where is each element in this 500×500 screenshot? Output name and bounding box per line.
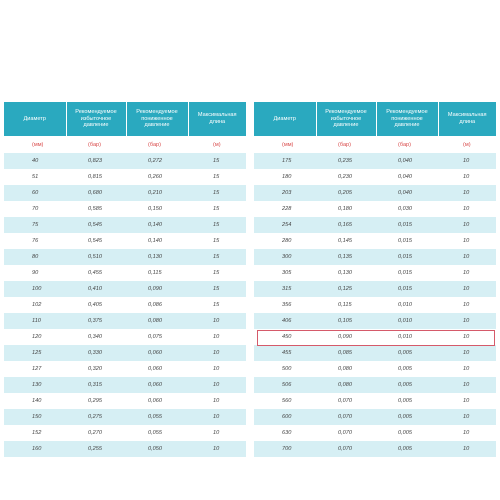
cell-underpressure: 0,075 [126,329,188,345]
cell-overpressure: 0,295 [66,393,126,409]
cell-max-length: 10 [438,281,496,297]
cell-underpressure: 0,060 [126,345,188,361]
cell-overpressure: 0,080 [316,361,376,377]
unit-overpressure: (бар) [66,136,126,153]
cell-underpressure: 0,115 [126,265,188,281]
pressure-table-left [4,102,246,457]
table-row [254,441,496,457]
table-row [4,265,246,281]
cell-max-length: 10 [438,425,496,441]
cell-overpressure: 0,680 [66,185,126,201]
table-row [4,249,246,265]
cell-overpressure: 0,070 [316,425,376,441]
cell-diameter: 254 [254,217,316,233]
header-overpressure: Рекомендуемое избыточное давление [66,102,126,136]
cell-underpressure: 0,005 [376,441,438,457]
cell-max-length: 10 [438,201,496,217]
unit-overpressure: (бар) [316,136,376,153]
cell-underpressure: 0,005 [376,345,438,361]
table-row [254,233,496,249]
cell-diameter: 315 [254,281,316,297]
cell-underpressure: 0,260 [126,169,188,185]
cell-overpressure: 0,315 [66,377,126,393]
cell-diameter: 630 [254,425,316,441]
unit-length: (м) [438,136,496,153]
cell-overpressure: 0,815 [66,169,126,185]
header-overpressure: Рекомендуемое избыточное давление [316,102,376,136]
cell-underpressure: 0,140 [126,217,188,233]
cell-overpressure: 0,405 [66,297,126,313]
cell-max-length: 10 [188,313,246,329]
table-row [4,393,246,409]
cell-overpressure: 0,823 [66,153,126,169]
unit-diameter: (мм) [4,136,66,153]
cell-overpressure: 0,080 [316,377,376,393]
cell-max-length: 15 [188,297,246,313]
cell-max-length: 15 [188,201,246,217]
unit-length: (м) [188,136,246,153]
cell-diameter: 228 [254,201,316,217]
table-row [4,441,246,457]
table-header-row [4,102,246,136]
cell-diameter: 356 [254,297,316,313]
cell-max-length: 10 [438,329,496,345]
cell-max-length: 10 [438,249,496,265]
cell-max-length: 15 [188,249,246,265]
cell-overpressure: 0,235 [316,153,376,169]
cell-underpressure: 0,005 [376,425,438,441]
table-row [4,217,246,233]
cell-underpressure: 0,050 [126,441,188,457]
cell-diameter: 80 [4,249,66,265]
cell-overpressure: 0,085 [316,345,376,361]
table-row [4,233,246,249]
cell-diameter: 150 [4,409,66,425]
cell-diameter: 140 [4,393,66,409]
cell-diameter: 300 [254,249,316,265]
table-row [254,409,496,425]
cell-overpressure: 0,180 [316,201,376,217]
cell-overpressure: 0,105 [316,313,376,329]
cell-overpressure: 0,135 [316,249,376,265]
pressure-table-right [254,102,496,457]
cell-underpressure: 0,140 [126,233,188,249]
cell-overpressure: 0,205 [316,185,376,201]
unit-underpressure: (бар) [376,136,438,153]
cell-max-length: 15 [188,281,246,297]
table-row [254,425,496,441]
cell-underpressure: 0,040 [376,185,438,201]
table-row [4,361,246,377]
cell-max-length: 10 [438,233,496,249]
cell-underpressure: 0,090 [126,281,188,297]
cell-max-length: 10 [188,361,246,377]
cell-diameter: 70 [4,201,66,217]
cell-max-length: 10 [188,441,246,457]
cell-max-length: 15 [188,265,246,281]
cell-overpressure: 0,090 [316,329,376,345]
table-row [4,201,246,217]
cell-max-length: 10 [438,441,496,457]
table-row [4,345,246,361]
units-row [254,136,496,153]
cell-max-length: 15 [188,217,246,233]
cell-diameter: 450 [254,329,316,345]
cell-underpressure: 0,210 [126,185,188,201]
header-underpressure: Рекомендуемое пониженное давление [126,102,188,136]
cell-overpressure: 0,165 [316,217,376,233]
table-row [254,393,496,409]
cell-diameter: 75 [4,217,66,233]
cell-diameter: 175 [254,153,316,169]
table-row [254,281,496,297]
cell-underpressure: 0,040 [376,153,438,169]
cell-overpressure: 0,510 [66,249,126,265]
table-row [254,313,496,329]
cell-diameter: 130 [4,377,66,393]
cell-diameter: 76 [4,233,66,249]
cell-diameter: 406 [254,313,316,329]
cell-max-length: 15 [188,153,246,169]
table-row [254,169,496,185]
cell-max-length: 10 [188,393,246,409]
cell-overpressure: 0,070 [316,393,376,409]
cell-max-length: 10 [188,329,246,345]
cell-max-length: 10 [188,345,246,361]
cell-underpressure: 0,010 [376,313,438,329]
cell-diameter: 203 [254,185,316,201]
cell-overpressure: 0,255 [66,441,126,457]
cell-underpressure: 0,015 [376,281,438,297]
cell-max-length: 10 [438,169,496,185]
cell-overpressure: 0,545 [66,217,126,233]
cell-max-length: 10 [438,153,496,169]
cell-underpressure: 0,080 [126,313,188,329]
cell-diameter: 125 [4,345,66,361]
cell-underpressure: 0,060 [126,393,188,409]
cell-diameter: 500 [254,361,316,377]
cell-max-length: 10 [438,393,496,409]
cell-max-length: 10 [188,425,246,441]
table-row [4,377,246,393]
cell-overpressure: 0,130 [316,265,376,281]
header-max-length: Максимальная длина [438,102,496,136]
cell-overpressure: 0,545 [66,233,126,249]
cell-diameter: 127 [4,361,66,377]
cell-diameter: 120 [4,329,66,345]
cell-diameter: 600 [254,409,316,425]
cell-diameter: 110 [4,313,66,329]
cell-underpressure: 0,040 [376,169,438,185]
cell-max-length: 10 [438,217,496,233]
cell-max-length: 10 [438,361,496,377]
cell-underpressure: 0,055 [126,425,188,441]
header-diameter: Диаметр [254,102,316,136]
cell-underpressure: 0,010 [376,329,438,345]
cell-underpressure: 0,015 [376,217,438,233]
cell-underpressure: 0,005 [376,409,438,425]
table-row [254,265,496,281]
cell-overpressure: 0,125 [316,281,376,297]
cell-max-length: 10 [438,313,496,329]
cell-max-length: 15 [188,169,246,185]
table-row [254,217,496,233]
cell-underpressure: 0,086 [126,297,188,313]
cell-max-length: 10 [188,409,246,425]
table-row [254,329,496,345]
cell-max-length: 10 [438,185,496,201]
cell-underpressure: 0,055 [126,409,188,425]
cell-underpressure: 0,130 [126,249,188,265]
cell-overpressure: 0,270 [66,425,126,441]
table-row [254,153,496,169]
cell-diameter: 90 [4,265,66,281]
table-row [254,297,496,313]
cell-underpressure: 0,010 [376,297,438,313]
cell-diameter: 160 [4,441,66,457]
cell-overpressure: 0,115 [316,297,376,313]
cell-diameter: 560 [254,393,316,409]
cell-max-length: 10 [438,377,496,393]
cell-max-length: 10 [438,409,496,425]
cell-diameter: 700 [254,441,316,457]
cell-diameter: 60 [4,185,66,201]
cell-underpressure: 0,060 [126,361,188,377]
table-row [4,425,246,441]
table-row [254,249,496,265]
header-max-length: Максимальная длина [188,102,246,136]
cell-underpressure: 0,015 [376,249,438,265]
table-row [4,281,246,297]
table-row [4,297,246,313]
cell-diameter: 51 [4,169,66,185]
table-header-row [254,102,496,136]
table-row [254,377,496,393]
cell-overpressure: 0,455 [66,265,126,281]
cell-overpressure: 0,145 [316,233,376,249]
cell-overpressure: 0,070 [316,409,376,425]
table-row [4,409,246,425]
cell-max-length: 15 [188,185,246,201]
cell-overpressure: 0,340 [66,329,126,345]
cell-overpressure: 0,230 [316,169,376,185]
header-diameter: Диаметр [4,102,66,136]
cell-underpressure: 0,015 [376,233,438,249]
cell-underpressure: 0,060 [126,377,188,393]
cell-underpressure: 0,030 [376,201,438,217]
cell-overpressure: 0,585 [66,201,126,217]
cell-underpressure: 0,005 [376,361,438,377]
cell-overpressure: 0,320 [66,361,126,377]
cell-underpressure: 0,272 [126,153,188,169]
table-row [254,185,496,201]
cell-underpressure: 0,005 [376,377,438,393]
cell-underpressure: 0,150 [126,201,188,217]
cell-max-length: 10 [438,345,496,361]
cell-diameter: 40 [4,153,66,169]
table-row [4,329,246,345]
cell-diameter: 180 [254,169,316,185]
cell-max-length: 10 [438,265,496,281]
table-row [254,361,496,377]
cell-diameter: 506 [254,377,316,393]
table-row [4,313,246,329]
cell-diameter: 102 [4,297,66,313]
cell-overpressure: 0,275 [66,409,126,425]
units-row [4,136,246,153]
cell-overpressure: 0,375 [66,313,126,329]
cell-overpressure: 0,330 [66,345,126,361]
table-row [4,169,246,185]
header-underpressure: Рекомендуемое пониженное давление [376,102,438,136]
cell-max-length: 10 [438,297,496,313]
cell-overpressure: 0,070 [316,441,376,457]
cell-max-length: 15 [188,233,246,249]
cell-max-length: 10 [188,377,246,393]
table-row [254,201,496,217]
cell-underpressure: 0,005 [376,393,438,409]
cell-underpressure: 0,015 [376,265,438,281]
table-row [4,153,246,169]
table-row [254,345,496,361]
unit-underpressure: (бар) [126,136,188,153]
table-row [4,185,246,201]
cell-diameter: 280 [254,233,316,249]
cell-diameter: 305 [254,265,316,281]
cell-diameter: 100 [4,281,66,297]
cell-diameter: 455 [254,345,316,361]
cell-overpressure: 0,410 [66,281,126,297]
cell-diameter: 152 [4,425,66,441]
unit-diameter: (мм) [254,136,316,153]
